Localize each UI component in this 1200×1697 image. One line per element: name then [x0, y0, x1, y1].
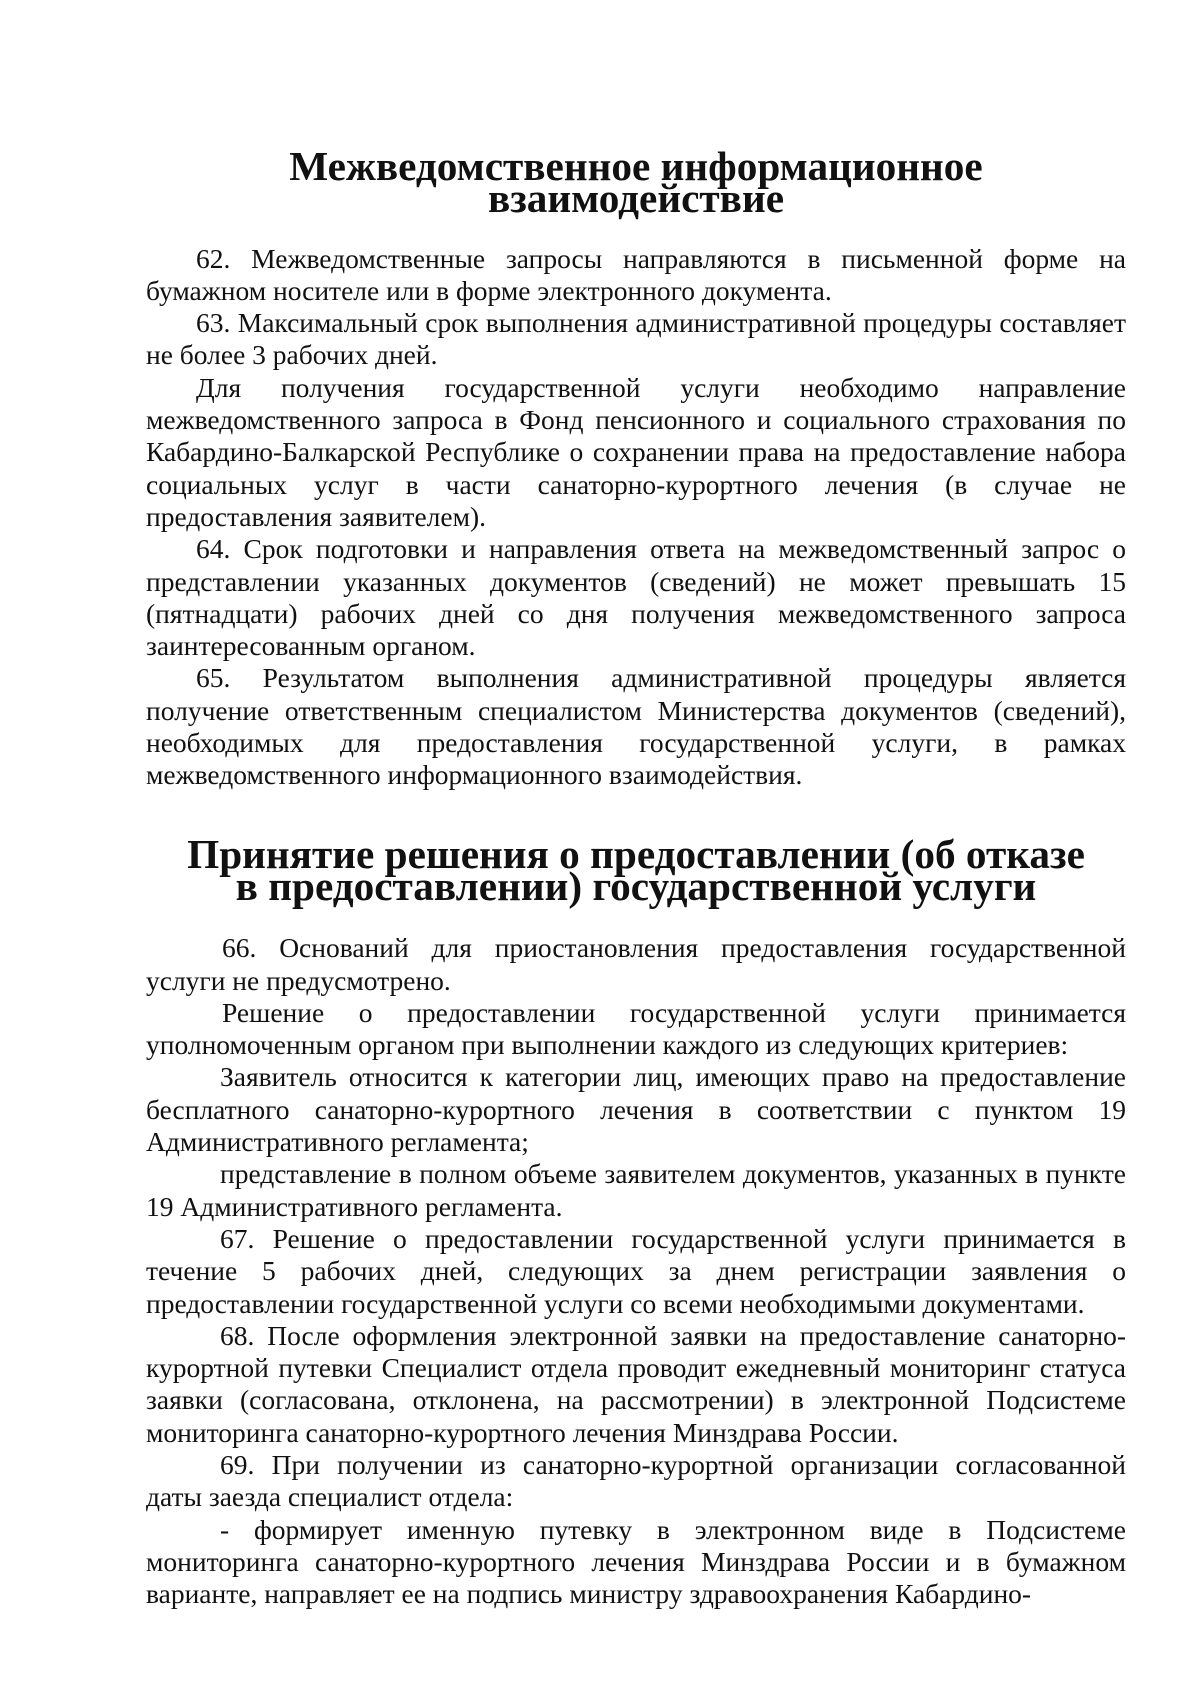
section-heading-decision	[146, 830, 1126, 909]
paragraph-64: 64. Срок подготовки и направления ответа на межведомственный запрос о представлении указанных документов (сведений) не может превышать 15 (пятнадцати) рабочих дней со дня получения межведомственного запроса заинтересованным органом.	[146, 533, 1126, 662]
section-heading-interagency: Межведомственное информационное взаимодействие	[289, 143, 983, 222]
document-body	[146, 143, 1126, 1610]
paragraph-criterion-category: Заявитель относится к категории лиц, имеющих право на предоставление бесплатного санаторно-курортного лечения в соответствии с пунктом 19 Административного регламента;	[146, 1061, 1126, 1158]
paragraph-criterion-documents: представление в полном объеме заявителем документов, указанных в пункте 19 Административного регламента.	[146, 1158, 1126, 1222]
section-heading-decision-line-2: в предоставлении) государственной услуги	[235, 862, 1037, 909]
paragraph-67: 67. Решение о предоставлении государственной услуги принимается в течение 5 рабочих дней, следующих за днем регистрации заявления о предоставлении государственной услуги со всеми необходимыми документами.	[146, 1222, 1126, 1319]
paragraph-68: 68. После оформления электронной заявки на предоставление санаторно-курортной путевки Специалист отдела проводит ежедневный мониторинг статуса заявки (согласована, отклонена, на рассмотрении) в электронной Подсистеме мониторинга санаторно-курортного лечения Минздрава России.	[146, 1319, 1126, 1448]
paragraph-decision-criteria: Решение о предоставлении государственной услуги принимается уполномоченным органом при выполнении каждого из следующих критериев:	[146, 996, 1126, 1061]
paragraph-66: 66. Оснований для приостановления предоставления государственной услуги не предусмотрено.	[146, 932, 1126, 996]
paragraph-69-list-item-1: - формирует именную путевку в электронном виде в Подсистеме мониторинга санаторно-курортного лечения Минздрава России и в бумажном варианте, направляет ее на подпись министру здравоохранения Кабардино-	[146, 1513, 1126, 1610]
paragraph-65: 65. Результатом выполнения административной процедуры является получение ответственным специалистом Министерства документов (сведений), необходимых для предоставления государственной услуги, в рамках межведомственного информационного взаимодействия.	[146, 662, 1126, 791]
paragraph-63: 63. Максимальный срок выполнения административной процедуры составляет не более 3 рабочих дней.	[146, 307, 1126, 371]
paragraph-request-pension-fund: Для получения государственной услуги необходимо направление межведомственного запроса в Фонд пенсионного и социального страхования по Кабардино-Балкарской Республике о сохранении права на предоставление набора социальных услуг в части санаторно-курортного лечения (в случае не предоставления заявителем).	[146, 371, 1126, 532]
section-heading-decision-line-1: Принятие решения о предоставлении (об отказе	[187, 830, 1085, 877]
paragraph-62: 62. Межведомственные запросы направляются в письменной форме на бумажном носителе или в форме электронного документа.	[146, 242, 1126, 306]
paragraph-69: 69. При получении из санаторно-курортной организации согласованной даты заезда специалист отдела:	[146, 1448, 1126, 1513]
